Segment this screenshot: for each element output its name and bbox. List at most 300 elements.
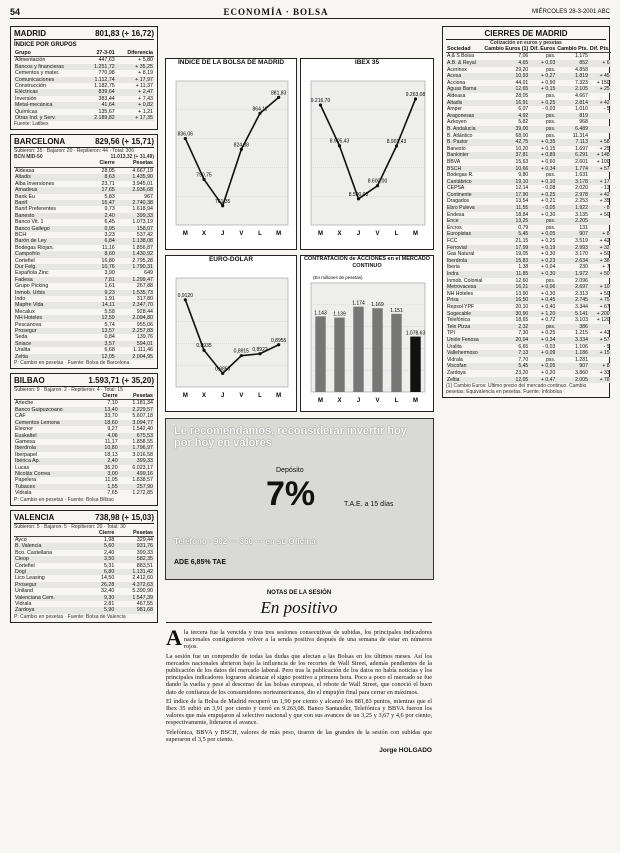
valencia-cell: Zardoya xyxy=(14,607,86,613)
tick-label: M xyxy=(413,231,418,237)
tick-label: L xyxy=(394,231,399,237)
tick-label: M xyxy=(182,231,188,237)
bar xyxy=(391,314,401,392)
mercado-cell: + 0,19 xyxy=(529,245,556,252)
mercado-cell: 2.814 xyxy=(556,100,589,107)
barcelona-col-header: Cierre xyxy=(87,160,116,167)
mercado-cell: + 0,30 xyxy=(540,290,556,297)
tick-label: M xyxy=(318,231,323,237)
mercado-row xyxy=(446,179,611,186)
valencia-cell: 931,76 xyxy=(115,543,154,549)
mercado-row xyxy=(446,133,611,140)
mercado-cell: pss. xyxy=(545,119,556,126)
chart-euro xyxy=(165,255,297,412)
mercado-cell: 3.135 xyxy=(575,211,588,218)
chart-euro-title: EURO-DÓLAR xyxy=(208,256,254,263)
mercado-cell: + 0,45 xyxy=(529,297,556,304)
mercado-cell: 13,54 xyxy=(515,198,529,205)
barcelona-cell: Campofrío xyxy=(14,251,87,257)
axis-label: (En millones de pesetas) xyxy=(313,275,363,280)
mercado-cell: Amper xyxy=(447,106,463,113)
mercado-cell: + 50 xyxy=(599,290,610,297)
bilbao-cell: 7,10 xyxy=(107,400,118,407)
tick-label: J xyxy=(220,231,225,237)
mercado-table xyxy=(446,46,611,383)
madrid-cell: 2.189,82 xyxy=(84,115,115,121)
valencia-cell: 9,30 xyxy=(86,595,116,601)
bilbao-cell: 1.796,97 xyxy=(119,445,154,451)
mercado-cell: + 33 xyxy=(599,369,610,376)
mercado-cell: 386 xyxy=(556,324,589,331)
mercado-cell: + 0,05 xyxy=(529,363,556,370)
mercado-cell: Inmob. Colonial xyxy=(447,277,483,284)
barcelona-cell: 16,80 xyxy=(101,257,115,264)
mercado-cell: + 0,21 xyxy=(540,198,556,205)
barcelona-cell: 594,01 xyxy=(116,341,154,347)
article-kicker: NOTAS DE LA SESIÓN xyxy=(266,590,332,596)
data-label: 8.600,00 xyxy=(367,178,388,185)
data-label: 9.216,70 xyxy=(310,97,331,104)
bilbao-cell: 11,05 xyxy=(104,477,118,484)
mercado-cell: + 148 xyxy=(589,152,611,159)
madrid-row xyxy=(14,57,154,64)
data-label: 824,08 xyxy=(233,142,249,149)
barcelona-cell: 1.435,90 xyxy=(116,174,154,180)
bilbao-cell: Gamesa xyxy=(15,438,36,445)
barcelona-cell: 1.111,46 xyxy=(133,347,153,354)
mercado-cell: 12,05 xyxy=(483,377,529,384)
ad-bottom: ADE 6,85% TAE xyxy=(174,559,226,566)
tick-label: L xyxy=(258,231,262,237)
mercado-cell: 11,55 xyxy=(483,205,529,212)
valencia-cell: 582,35 xyxy=(115,556,154,562)
bilbao-index: 1.593,71 (+ 35,20) xyxy=(88,376,154,386)
mercado-cell: 2.096 xyxy=(575,277,588,284)
mercado-cell xyxy=(589,278,611,285)
mercado-cell: Iberia xyxy=(447,264,460,271)
barcelona-cell: 1.138,08 xyxy=(116,238,154,244)
mercado-cell: 12,60 xyxy=(515,277,529,284)
valencia-cell: 1.547,39 xyxy=(115,595,154,601)
ad-tae: T.A.E. a 15 días xyxy=(344,501,394,508)
barcelona-cell: 16,47 xyxy=(87,200,116,206)
mercado-row xyxy=(446,159,611,166)
chart-madrid-title: ÍNDICE DE LA BOLSA DE MADRID xyxy=(177,59,285,66)
mercado-cell: - 0,03 xyxy=(542,106,556,113)
mercado-row xyxy=(446,245,611,252)
data-label: 1.174 xyxy=(352,300,365,307)
barcelona-cell: Barón de Ley xyxy=(14,238,87,244)
tick-label: M xyxy=(276,231,282,237)
mercado-row xyxy=(446,146,611,153)
tick-label: M xyxy=(318,398,323,404)
barcelona-cell: Fadesa xyxy=(14,277,87,283)
mercado-cell: 5,45 xyxy=(483,231,529,238)
mercado-row xyxy=(446,304,611,311)
mercado-cell: Telefónica xyxy=(447,317,470,324)
barcelona-cell: 11,16 xyxy=(101,244,115,251)
mercado-cell: 0,79 xyxy=(518,224,529,231)
madrid-cell: + 17,97 xyxy=(116,77,154,83)
mercado-cell: B. Andalucía xyxy=(446,126,483,133)
data-label: 0,9120 xyxy=(177,292,193,299)
bilbao-cell: 18,13 xyxy=(104,451,118,458)
mercado-cell: 1.631 xyxy=(575,172,588,179)
mercado-cell: 16,91 xyxy=(483,100,529,107)
valencia-sub: Subieron: 5 · Bajaron: 5 · Repitieron: 20 · Total: 30 xyxy=(14,523,126,530)
mercado-cell: 15,83 xyxy=(483,258,529,265)
valencia-note: P: Cambio en pesetas · Fuente: Bolsa de Valencia xyxy=(14,613,126,620)
mercado-cell: 6.489 xyxy=(556,126,589,133)
barcelona-cell: Amadeus xyxy=(14,187,87,193)
bar xyxy=(372,308,382,392)
valencia-cell: 2.412,60 xyxy=(132,575,153,582)
madrid-cell: + 0,82 xyxy=(116,102,154,108)
bilbao-cell: 13,40 xyxy=(92,407,119,413)
tick-label: L xyxy=(394,398,399,404)
data-label: 9.263,08 xyxy=(405,91,426,98)
mercado-row xyxy=(446,166,611,173)
barcelona-cell: 3,23 xyxy=(104,231,115,238)
mercado-cell: 2.313 xyxy=(575,290,588,297)
bilbao-cell: 9,27 xyxy=(107,426,118,433)
mercado-cell: 5.141 xyxy=(556,311,589,318)
data-label: 1.139 xyxy=(333,311,346,318)
data-label: 761,35 xyxy=(215,198,231,205)
mercado-cell: 852 xyxy=(556,60,589,67)
barcelona-title: BARCELONA xyxy=(14,137,66,147)
barcelona-cell: 2.936,68 xyxy=(116,187,154,193)
barcelona-cell: 14,11 xyxy=(87,302,116,308)
barcelona-cell: Zeltia xyxy=(14,354,87,360)
bilbao-cell: Lucas xyxy=(15,464,30,471)
mercado-cell: + 25 xyxy=(599,145,610,152)
valencia-cell: 2,81 xyxy=(104,601,115,608)
mercado-cell: pss. xyxy=(529,218,556,225)
mercado-cell: 2.993 xyxy=(556,245,589,252)
mercado-cell xyxy=(589,324,611,331)
barcelona-cell: 1,61 xyxy=(104,283,115,290)
mercado-cell: Iberdrola xyxy=(446,258,483,265)
mercado-row xyxy=(446,337,611,344)
valencia-cell: 467,55 xyxy=(136,601,153,608)
bilbao-cell: 2,40 xyxy=(92,458,119,464)
valencia-cell: Cleop xyxy=(14,556,86,562)
bar xyxy=(353,307,363,392)
article-byline: Jorge HOLGADO xyxy=(379,747,432,755)
tick-label: V xyxy=(239,393,244,399)
mercado-cell: Endesa xyxy=(447,211,465,218)
mercado-cell: pss. xyxy=(545,356,556,363)
right-column xyxy=(442,26,610,402)
mercado-row xyxy=(446,192,611,199)
tick-label: J xyxy=(220,393,225,399)
mercado-row xyxy=(446,284,611,291)
mercado-cell: 1.972 xyxy=(556,271,589,278)
valencia-col-header: Pesetas xyxy=(115,530,154,537)
mercado-cell: 1.281 xyxy=(575,356,588,363)
data-label: 836,06 xyxy=(177,131,193,138)
barcelona-cell: 2.094,80 xyxy=(116,315,154,321)
mercado-cell: + 17 xyxy=(589,179,611,186)
madrid-cell: + 5,80 xyxy=(138,57,153,64)
mercado-cell: + 0,40 xyxy=(540,303,556,310)
mercado-row xyxy=(446,344,611,351)
madrid-index: 801,83 (+ 16,72) xyxy=(95,29,154,38)
mercado-cell: + 0,30 xyxy=(529,271,556,278)
madrid-title: MADRID xyxy=(14,29,46,38)
mercado-cell: + 45 xyxy=(589,73,611,80)
barcelona-cell: Sniace xyxy=(14,341,87,347)
madrid-note: Fuente: Latibex xyxy=(14,121,49,128)
mercado-cell: + 35 xyxy=(599,198,610,205)
mercado-cell: + 42 xyxy=(589,192,611,199)
valencia-col-header xyxy=(14,530,86,537)
data-label: 1.151 xyxy=(390,307,403,314)
barcelona-cell: 12,05 xyxy=(87,354,116,360)
bilbao-cell: 499,16 xyxy=(119,471,154,477)
mercado-row xyxy=(446,231,611,238)
mercado-row xyxy=(446,53,611,60)
barcelona-cell: Banco Vit. 1 xyxy=(15,219,44,226)
mercado-cell: pss. xyxy=(545,224,556,231)
bilbao-cell: 1,55 xyxy=(92,484,119,490)
barcelona-col-header: Pesetas xyxy=(116,160,154,167)
mercado-cell: + 42 xyxy=(599,238,610,245)
bilbao-cell: 1.858,55 xyxy=(132,438,153,445)
mercado-row xyxy=(446,238,611,245)
valencia-cell: Bco. Castellana xyxy=(15,549,53,556)
valencia-cell: 5.390,90 xyxy=(132,588,153,595)
mercado-cell: 7,30 xyxy=(518,330,529,337)
mercado-cell: + 75 xyxy=(589,297,611,304)
mercado-cell: Vallehermoso xyxy=(446,350,483,357)
mercado-row xyxy=(446,152,611,159)
valencia-cell: 14,50 xyxy=(101,575,115,582)
mercado-col-header: Sociedad xyxy=(446,46,483,53)
mercado-cell: + 0,25 xyxy=(529,100,556,107)
mercado-row xyxy=(446,172,611,179)
bilbao-cell: 3,00 xyxy=(92,471,119,477)
barcelona-cell: 537,42 xyxy=(136,231,153,238)
mercado-cell: + 42 xyxy=(599,330,610,337)
mercado-cell: pss. xyxy=(545,172,556,179)
mercado-cell: 30,90 xyxy=(483,311,529,318)
mercado-cell: 12,14 xyxy=(515,185,529,192)
mercado-row xyxy=(446,251,611,258)
valencia-cell: 5,60 xyxy=(86,543,116,549)
barcelona-cell: 3,57 xyxy=(87,341,116,347)
mercado-cell: + 120 xyxy=(596,317,610,324)
tick-label: M xyxy=(276,393,282,399)
ad-phone: Teléfono · 902 ··· 360 ··· en su Oficina xyxy=(174,537,316,546)
tick-label: X xyxy=(337,398,342,404)
mercado-cell: 11,85 xyxy=(483,271,529,278)
barcelona-cell: Pescanova xyxy=(15,321,42,328)
bar xyxy=(315,316,325,392)
barcelona-cell: 3.945,01 xyxy=(132,180,153,187)
data-label: 0,8955 xyxy=(271,337,287,344)
mercado-cell: 11.314 xyxy=(572,132,588,139)
madrid-cell: Cementos y mater. xyxy=(15,70,60,77)
madrid-cell: + 8,19 xyxy=(138,70,153,77)
barcelona-sub: Subieron: 35 · Bajaron: 20 · Repitieron: 44 · Total: 306 xyxy=(14,148,134,155)
bilbao-note: P: Cambio en pesetas · Fuente: Bolsa Bilbao xyxy=(14,496,114,503)
bilbao-cell: Iberpapel xyxy=(15,451,38,458)
mercado-cell: Acesa xyxy=(446,73,483,80)
valencia-cell: 399,33 xyxy=(136,549,153,556)
valencia-cell: Cortefiel xyxy=(15,562,35,569)
mercado-cell: 907 xyxy=(556,363,589,370)
mercado-cell: + 50 xyxy=(589,271,611,278)
valencia-cell: Dogi xyxy=(14,569,86,575)
barcelona-cell: 6,68 xyxy=(104,347,115,354)
mercado-cell: Bodegas R. xyxy=(447,172,474,179)
mercado-cell: Banesto xyxy=(447,145,466,152)
mercado-cell: pss. xyxy=(529,126,556,133)
tick-label: V xyxy=(375,398,380,404)
article-body xyxy=(166,625,432,743)
mercado-cell: + 58 xyxy=(589,139,611,146)
barcelona-index: 829,56 (+ 15,71) xyxy=(95,137,154,147)
madrid-cell: + 11,37 xyxy=(135,83,153,90)
mercado-title: CIERRES DE MADRID xyxy=(484,29,568,38)
mercado-cell: pss. xyxy=(545,277,556,284)
barcelona-cell: 3,90 xyxy=(104,270,115,277)
barcelona-cell: 5,74 xyxy=(104,321,115,328)
mercado-row xyxy=(446,350,611,357)
ad-deposit-label: Depósito xyxy=(276,467,304,474)
mercado-cell: Dragados xyxy=(447,198,470,205)
mercado-cell: 12,65 xyxy=(483,86,529,93)
mercado-cell: 19,05 xyxy=(515,251,529,258)
mercado-cell: + 0,10 xyxy=(529,179,556,186)
mercado-cell: 17,99 xyxy=(483,245,529,252)
mercado-cell: pss. xyxy=(545,66,556,73)
barcelona-cell: Inmob. Urbis xyxy=(14,290,87,296)
mercado-cell: 2.205 xyxy=(556,218,589,225)
mercado-row xyxy=(446,198,611,205)
mercado-cell: 10,93 xyxy=(483,73,529,80)
chart-ibex35 xyxy=(300,58,434,250)
barcelona-cell: Banesto xyxy=(14,213,87,219)
mercado-cell: + 0,89 xyxy=(529,152,556,159)
mercado-cell: 3.519 xyxy=(575,238,588,245)
mercado-cell: 2,32 xyxy=(483,324,529,331)
barcelona-cell: 7,81 xyxy=(87,277,116,283)
mercado-cell: 1.697 xyxy=(575,145,588,152)
madrid-cell: 1.182,75 xyxy=(94,83,115,90)
valencia-row xyxy=(14,536,154,543)
mercado-cell: Continente xyxy=(446,192,483,199)
barcelona-cell: 6,84 xyxy=(87,238,116,244)
mercado-row xyxy=(446,317,611,324)
barcelona-cell: Mecalux xyxy=(15,308,35,315)
mercado-cell: 3.860 xyxy=(575,369,588,376)
mercado-cell xyxy=(589,53,611,60)
madrid-cell: 770,98 xyxy=(98,70,115,77)
mercado-cell: Azkoyen xyxy=(447,119,467,126)
madrid-cell: 447,63 xyxy=(98,57,115,64)
ad-top-text: Le recomendamos, reconsiderar invertir hoy por hoy en valores xyxy=(174,425,407,449)
mercado-cell: Tele Pizza xyxy=(446,324,483,331)
tick-label: M xyxy=(182,393,188,399)
mercado-cell: 42,75 xyxy=(483,139,529,146)
bilbao-cell: 10,80 xyxy=(92,445,119,451)
mercado-cell: 2.020 xyxy=(575,185,588,192)
mercado-cell: 2.601 xyxy=(575,158,588,165)
mercado-cell: 37,81 xyxy=(483,152,529,159)
mercado-cell: - 0,05 xyxy=(529,205,556,212)
mercado-cell: Gas Natural xyxy=(447,251,475,258)
barcelona-cell: NH Hoteles xyxy=(14,315,87,321)
mercado-row xyxy=(446,205,611,212)
tick-label: V xyxy=(375,231,380,237)
valencia-cell: Uniland xyxy=(15,588,33,595)
mercado-cell: Vidrala xyxy=(447,356,463,363)
barcelona-cell: Banif xyxy=(14,200,87,206)
mercado-cell: + 0,60 xyxy=(540,158,556,165)
barcelona-cell: 158,07 xyxy=(116,226,154,232)
mercado-col-header: Dif. Euros xyxy=(530,46,556,52)
bar xyxy=(410,337,420,392)
mercado-row xyxy=(446,67,611,74)
madrid-col-header: Diferencia xyxy=(116,50,154,57)
madrid-cell: Eléctricas xyxy=(14,89,84,95)
mercado-cell: 819 xyxy=(556,113,589,120)
valencia-cell: Prosegur xyxy=(14,582,86,588)
data-label: 1.169 xyxy=(371,302,384,309)
mercado-row xyxy=(446,185,611,192)
mercado-row xyxy=(446,291,611,298)
bcn-mid50-value: 11.013,32 (+ 31,49) xyxy=(110,154,154,161)
mercado-cell: + 0,30 xyxy=(540,251,556,258)
madrid-cell: Químicas xyxy=(15,108,38,115)
barcelona-cell: 955,06 xyxy=(136,321,153,328)
barcelona-cell: Mapfre Vida xyxy=(14,302,87,308)
mercado-cell xyxy=(589,93,611,100)
madrid-cell: Construcción xyxy=(15,83,46,90)
barcelona-cell: Cortefiel xyxy=(15,257,35,264)
mercado-cell: Prisa xyxy=(446,297,483,304)
chart-euro-plot xyxy=(166,264,296,401)
mercado-cell: 5,82 xyxy=(518,119,529,126)
tick-label: V xyxy=(239,231,244,237)
barcelona-cell: Alba Inversiones xyxy=(15,180,55,187)
madrid-cell: Bancos y financieras xyxy=(14,64,84,70)
valencia-cell: 6,80 xyxy=(86,569,116,575)
bilbao-cell: Tubacex xyxy=(14,484,92,490)
mercado-cell: 1.175 xyxy=(575,53,588,60)
mercado-cell: Ence xyxy=(446,218,483,225)
bilbao-cell: 4,06 xyxy=(92,433,119,439)
mercado-cell: 7,13 xyxy=(483,350,529,357)
mercado-row xyxy=(446,126,611,133)
data-label: 0,8922 xyxy=(252,346,268,353)
section-title: ECONOMÍA · BOLSA xyxy=(223,7,329,17)
mercado-cell xyxy=(589,172,611,179)
madrid-cell: Inversión xyxy=(15,95,37,102)
mercado-cell: 2.005 xyxy=(556,377,589,384)
mercado-cell: Europistas xyxy=(446,231,483,238)
mercado-cell: 131 xyxy=(579,224,588,231)
mercado-cell xyxy=(589,133,611,140)
valencia-cell: Ayco xyxy=(15,536,27,543)
mercado-cell: - 5 xyxy=(603,106,610,113)
barcelona-cell: Prosegur xyxy=(14,328,87,334)
dateline: MIÉRCOLES 28-3-2001 ABC xyxy=(531,9,610,15)
deposit-ad xyxy=(165,418,434,580)
